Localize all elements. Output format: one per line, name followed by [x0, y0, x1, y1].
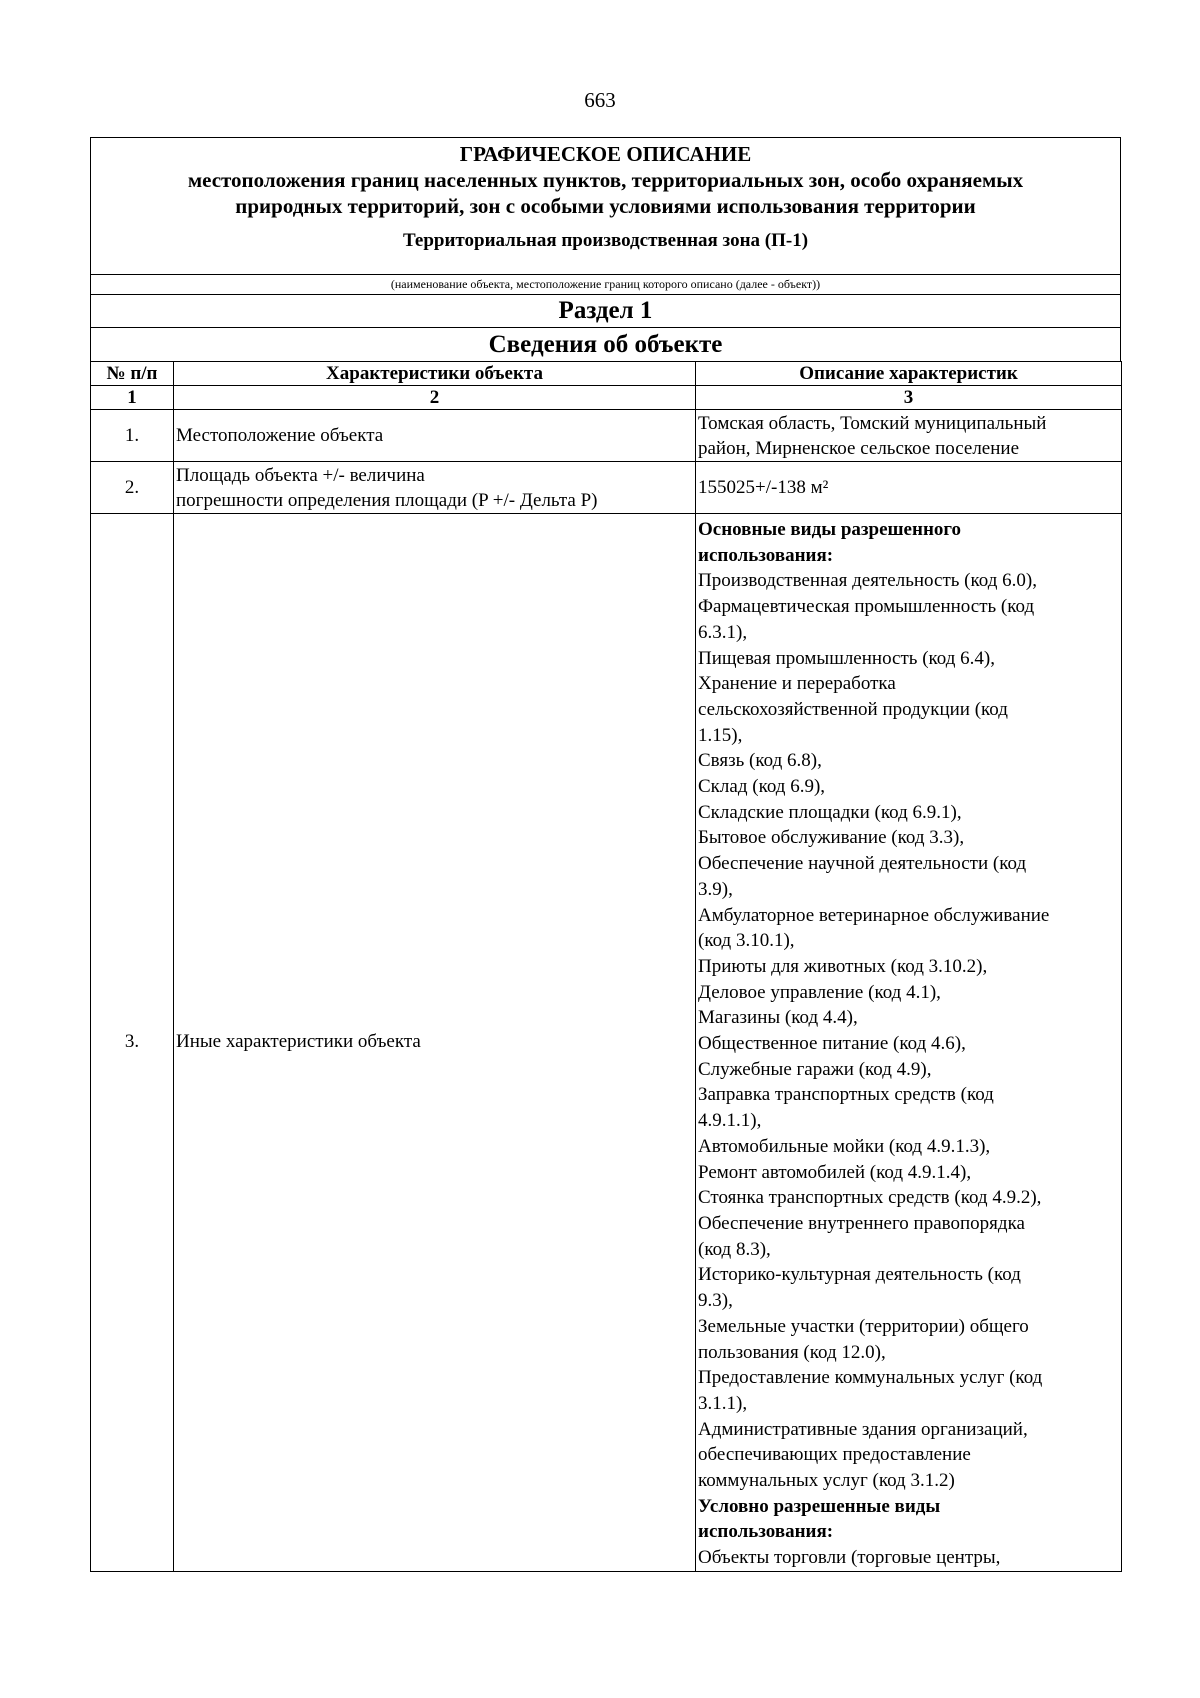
description-line: (код 3.10.1), — [698, 930, 795, 952]
description-line: 3.9), — [698, 878, 733, 900]
row-number: 1. — [91, 410, 174, 462]
table-header-row — [91, 362, 1122, 386]
row-characteristic: Иные характеристики объекта — [174, 514, 696, 1572]
object-info-table — [90, 361, 1122, 1572]
document-header — [90, 137, 1121, 274]
description-line: 9.3), — [698, 1290, 733, 1312]
row-characteristic: Местоположение объекта — [174, 410, 696, 462]
description-line: Бытовое обслуживание (код 3.3), — [698, 827, 965, 849]
description-line: Связь (код 6.8), — [698, 750, 822, 772]
description-line: Складские площадки (код 6.9.1), — [698, 801, 962, 823]
description-line: Обеспечение научной деятельности (код — [698, 853, 1027, 875]
row-description: 155025+/-138 м² — [696, 462, 1122, 514]
description-line: Ремонт автомобилей (код 4.9.1.4), — [698, 1161, 972, 1183]
description-line: Хранение и переработка — [698, 673, 896, 695]
description-line: Пищевая промышленность (код 6.4), — [698, 647, 995, 669]
row-description-list — [696, 514, 1122, 1572]
description-line: район, Мирненское сельское поселение — [698, 437, 1019, 459]
description-line: Объекты торговли (торговые центры, — [698, 1547, 1001, 1569]
description-line: 6.3.1), — [698, 621, 748, 643]
description-line: Томская область, Томский муниципальный — [698, 412, 1047, 434]
description-line: Фармацевтическая промышленность (код — [698, 596, 1035, 618]
row-number: 3. — [91, 514, 174, 1572]
description-line: Административные здания организаций, — [698, 1418, 1028, 1440]
description-line: обеспечивающих предоставление — [698, 1444, 971, 1466]
section-title: Раздел 1 — [90, 294, 1121, 327]
table-row — [91, 410, 1122, 462]
column-header-description: Описание характеристик — [696, 362, 1122, 386]
description-line: Общественное питание (код 4.6), — [698, 1033, 966, 1055]
description-line: сельскохозяйственной продукции (код — [698, 698, 1008, 720]
description-line: Магазины (код 4.4), — [698, 1007, 858, 1029]
description-line: Служебные гаражи (код 4.9), — [698, 1058, 932, 1080]
column-header-characteristic: Характеристики объекта — [174, 362, 696, 386]
description-line: Стоянка транспортных средств (код 4.9.2), — [698, 1187, 1042, 1209]
object-name-caption: (наименование объекта, местоположение границ которого описано (далее - объект)) — [90, 274, 1121, 294]
description-line: Обеспечение внутреннего правопорядка — [698, 1212, 1025, 1234]
document-subtitle-line-2: природных территорий, зон с особыми условиями использования территории — [235, 194, 976, 218]
description-line: (код 8.3), — [698, 1238, 771, 1260]
description-heading-line: использования: — [698, 544, 834, 566]
description-line: Деловое управление (код 4.1), — [698, 981, 941, 1003]
description-line: Производственная деятельность (код 6.0), — [698, 570, 1037, 592]
description-line: Предоставление коммунальных услуг (код — [698, 1367, 1043, 1389]
description-line: Автомобильные мойки (код 4.9.1.3), — [698, 1135, 991, 1157]
description-line: Амбулаторное ветеринарное обслуживание — [698, 904, 1050, 926]
table-column-number-row — [91, 386, 1122, 410]
description-line: Склад (код 6.9), — [698, 776, 826, 798]
column-number-1: 1 — [91, 386, 174, 410]
table-row — [91, 462, 1122, 514]
document-subtitle-line-1: местоположения границ населенных пунктов, территориальных зон, особо охраняемых — [187, 168, 1024, 192]
section-subtitle: Сведения об объекте — [90, 327, 1121, 361]
characteristic-line: Площадь объекта +/- величина — [176, 464, 425, 486]
description-line: коммунальных услуг (код 3.1.2) — [698, 1470, 955, 1492]
column-number-2: 2 — [174, 386, 696, 410]
description-line: Заправка транспортных средств (код — [698, 1084, 994, 1106]
description-heading-line: Основные виды разрешенного — [698, 519, 962, 540]
row-number: 2. — [91, 462, 174, 514]
row-characteristic — [174, 462, 696, 514]
column-header-number: № п/п — [91, 362, 174, 386]
document-sheet — [90, 137, 1121, 1572]
description-line: 1.15), — [698, 724, 743, 746]
table-row — [91, 514, 1122, 1572]
description-heading-line: использования: — [698, 1521, 834, 1543]
description-line: пользования (код 12.0), — [698, 1341, 886, 1363]
description-line: Приюты для животных (код 3.10.2), — [698, 955, 988, 977]
column-number-3: 3 — [696, 386, 1122, 410]
row-description — [696, 410, 1122, 462]
description-line: Историко-культурная деятельность (код — [698, 1264, 1021, 1286]
description-line: Земельные участки (территории) общего — [698, 1315, 1029, 1337]
document-title: ГРАФИЧЕСКОЕ ОПИСАНИЕ — [459, 142, 752, 166]
description-line: 4.9.1.1), — [698, 1110, 762, 1132]
description-line: 3.1.1), — [698, 1392, 748, 1414]
zone-name: Территориальная производственная зона (П-1) — [402, 230, 809, 251]
characteristic-line: погрешности определения площади (P +/- Дельта P) — [176, 489, 598, 511]
page-number: 663 — [584, 88, 616, 112]
description-heading-line: Условно разрешенные виды — [698, 1495, 941, 1517]
